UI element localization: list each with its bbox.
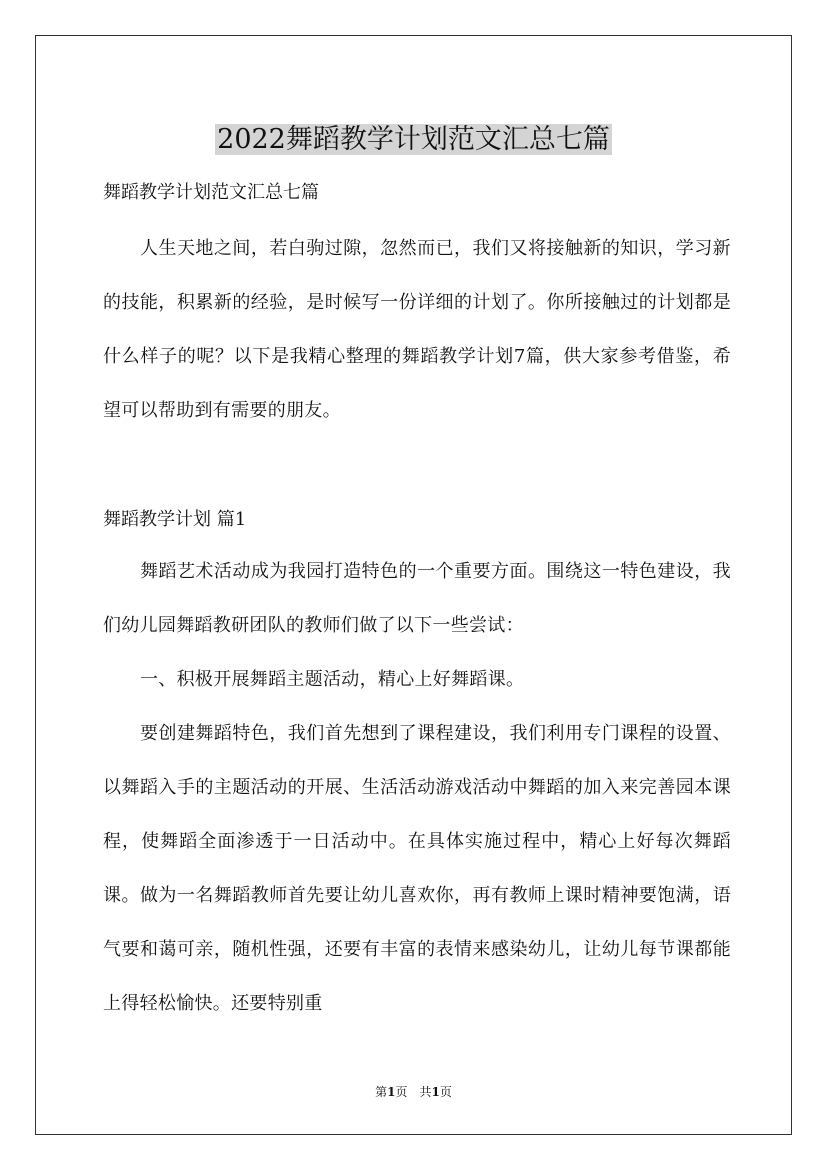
- document-title-text: 2022舞蹈教学计划范文汇总七篇: [217, 124, 610, 156]
- page-footer: [0, 1082, 827, 1102]
- body-paragraph-3: 要创建舞蹈特色，我们首先想到了课程建设，我们利用专门课程的设置、以舞蹈入手的主题活动的开展、生活活动游戏活动中舞蹈的加入来完善园本课程，使舞蹈全面渗透于一日活动中。在具体实施过程中，精心上好每次舞蹈课。做为一名舞蹈教师首先要让幼儿喜欢你，再有教师上课时精神要饱满，语气要和蔼可亲，随机性强，还要有丰富的表情来感染幼儿，让幼儿每节课都能上得轻松愉快。还要特别重: [103, 723, 731, 1014]
- document-subtitle: 舞蹈教学计划范文汇总七篇: [103, 182, 319, 203]
- intro-paragraph: 人生天地之间，若白驹过隙，忽然而已，我们又将接触新的知识，学习新的技能，积累新的经验，是时候写一份详细的计划了。你所接触过的计划都是什么样子的呢？以下是我精心整理的舞蹈教学计划7篇，供大家参考借鉴，希望可以帮助到有需要的朋友。: [103, 238, 731, 421]
- document-title: [0, 118, 827, 162]
- footer-page-current: 1: [387, 1085, 396, 1099]
- footer-page-suffix: 页: [439, 1085, 452, 1099]
- section-heading: 舞蹈教学计划 篇1: [103, 509, 247, 530]
- body-paragraph-2: 一、积极开展舞蹈主题活动，精心上好舞蹈课。: [140, 669, 525, 690]
- body-paragraph-1: 舞蹈艺术活动成为我园打造特色的一个重要方面。围绕这一特色建设，我们幼儿园舞蹈教研团队的教师们做了以下一些尝试：: [103, 561, 731, 636]
- footer-page-prefix: 第: [375, 1085, 388, 1099]
- footer-page-mid: 页 共: [395, 1085, 432, 1099]
- footer-page-total: 1: [431, 1085, 440, 1099]
